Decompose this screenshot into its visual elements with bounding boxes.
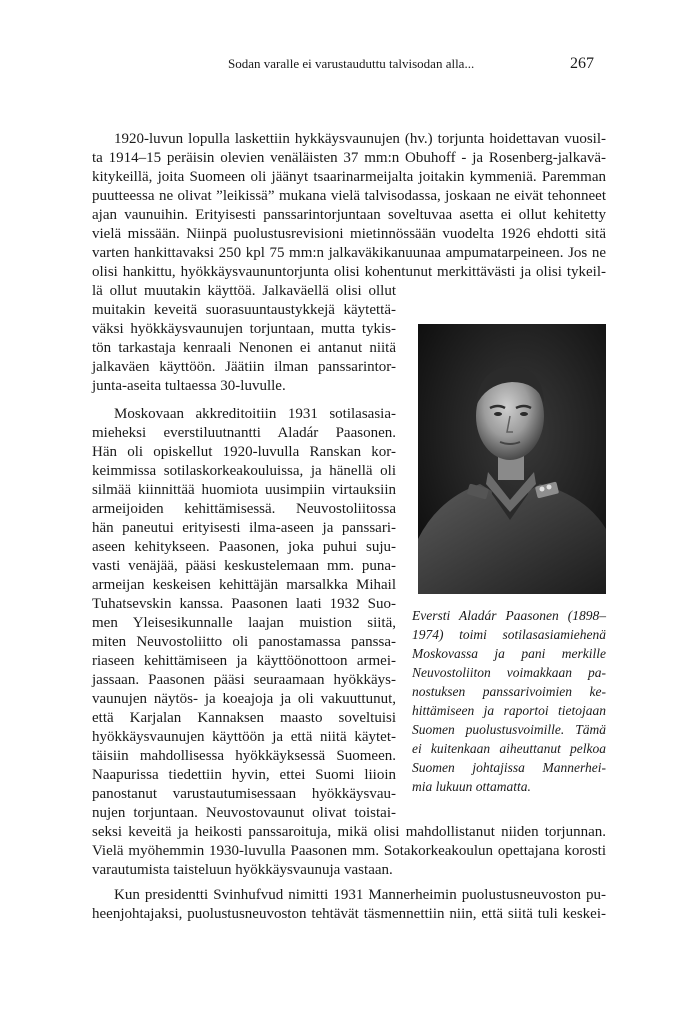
paragraph-line: täisiin mahdollisessa hyökkäyksessä Suomeen. [92, 748, 396, 764]
paragraph-line: Tuhatsevskin kanssa. Paasonen laati 1932 Suo- [92, 596, 396, 612]
paragraph-line: muitakin keveitä suorasuuntaustykkejä käytettä- [92, 302, 396, 318]
portrait-photo [418, 324, 606, 594]
paragraph-line: junta-aseita tultaessa 30-luvulle. [92, 378, 286, 394]
caption-line: hittämiseen ja raportoi tietojaan [412, 703, 606, 718]
paragraph-line: ta 1914–15 peräisin olevien venäläisten 37 mm:n Obuhoff - ja Rosenberg-jalkavä- [92, 150, 606, 166]
caption-line: Eversti Aladár Paasonen (1898– [412, 608, 606, 623]
caption-line: Neuvostoliiton voimakkaan pa- [412, 665, 606, 680]
caption-line: Moskovassa ja pani merkille [412, 646, 606, 661]
paragraph-line: puutteessa ne olivat ”leikissä” mukana vielä talvisodassa, joskaan ne eivät tehonneet [92, 188, 606, 204]
paragraph-line: armeijan keskeisen kehittäjän marsalkka Mihail [92, 577, 396, 593]
paragraph-line: ajan vaunuihin. Erityisesti panssarintorjuntaan soveltuvaa asetta ei ollut kehitetty [92, 207, 606, 223]
paragraph-line: lä ollut muutakin käyttöä. Jalkaväellä olisi ollut [92, 283, 396, 299]
paragraph-line: Moskovaan akkreditoitiin 1931 sotilasasia- [114, 406, 396, 422]
paragraph-line: jalkaväen käyttöön. Jäätiin ilman panssarintor- [92, 359, 396, 375]
caption-line: ei kuitenkaan aiheuttanut pelkoa [412, 741, 606, 756]
paragraph-line: nujen torjuntaan. Neuvostovaunut olivat toistai- [92, 805, 396, 821]
paragraph-line: Naapurissa tiedettiin hyvin, ettei Suomi liioin [92, 767, 396, 783]
paragraph-line: jassaan. Paasonen pääsi seuraamaan hyökkäys- [92, 672, 396, 688]
paragraph-line: men Yleisesikunnalle laajan muistion siitä, [92, 615, 396, 631]
paragraph-line: varautumista taisteluun hyökkäysvaunuja vastaan. [92, 862, 393, 878]
caption-line: 1974) toimi sotilasasiamiehenä [412, 627, 606, 642]
paragraph-line: Kun presidentti Svinhufvud nimitti 1931 Mannerheimin puolustusneuvoston pu- [114, 887, 606, 903]
paragraph-line: väksi hyökkäysvaunujen torjuntaan, mutta tykis- [92, 321, 396, 337]
paragraph-line: riaseen kehittämiseen ja käyttöönottoon armei- [92, 653, 396, 669]
paragraph-line: panostanut varustautumisessaan hyökkäysvau- [92, 786, 396, 802]
paragraph-line: silmää kiinnittää huomiota uusimpiin virtauksiin [92, 482, 396, 498]
paragraph-line: vasti venäjää, pääsi keskustelemaan mm. puna- [92, 558, 396, 574]
paragraph-line: hän paneutui erityisesti ilma-aseen ja panssari- [92, 520, 396, 536]
paragraph-line: varten hankittavaksi 250 kpl 75 mm:n jalkaväkikanuunaa ampumatarpeineen. Jos ne [92, 245, 606, 261]
paragraph-line: Hän oli opiskellut 1920-luvulla Ranskan kor- [92, 444, 396, 460]
paragraph-line: seksi keveitä ja heikosti panssaroituja, mikä olisi mahdollistanut niiden torjunnan. [92, 824, 606, 840]
paragraph-line: Vielä myöhemmin 1930-luvulla Paasonen mm. Sotakorkeakoulun opettajana korosti [92, 843, 606, 859]
running-head [0, 55, 700, 75]
paragraph-line: 1920-luvun lopulla laskettiin hykkäysvaunujen (hv.) torjunta hoidettavan vuosil- [114, 131, 606, 147]
caption-line: Suomen puolustusvoimille. Tämä [412, 722, 606, 737]
paragraph-line: olisi hankittu, hyökkäysvaununtorjunta olisi kohentunut merkittävästi ja olisi tykeil- [92, 264, 606, 280]
paragraph-line: tön tarkastaja kenraali Nenonen ei antanut niitä [92, 340, 396, 356]
caption-line: nostuksen panssarivoimien ke- [412, 684, 606, 699]
paragraph-line: mieheksi everstiluutnantti Aladár Paasonen. [92, 425, 396, 441]
paragraph-line: armeijoiden kehittämisessä. Neuvostoliitossa [92, 501, 396, 517]
caption-line: Suomen johtajissa Mannerhei- [412, 760, 606, 775]
paragraph-line: vaunujen näytös- ja koeajoja ja oli vakuuttunut, [92, 691, 396, 707]
paragraph-line: aseen kehitykseen. Paasonen, joka puhui suju- [92, 539, 396, 555]
page-number: 267 [570, 55, 594, 72]
caption-line: mia lukuun ottamatta. [412, 779, 531, 794]
running-title: Sodan varalle ei varustauduttu talvisodan alla... [228, 56, 475, 71]
paragraph-line: hyökkäysvaunujen käyttöön ja että niitä käytet- [92, 729, 396, 745]
paragraph-line: kitykeillä, joita Suomeen oli jäänyt tsaarinarmeijalta joitakin kymmeniä. Paremman [92, 169, 606, 185]
paragraph-line: heenjohtajaksi, puolustusneuvoston tehtävät täsmennettiin niin, että siitä tuli keskei- [92, 906, 606, 922]
paragraph-line: keimmissa sotilaskorkeakouluissa, ja hänellä oli [92, 463, 396, 479]
paragraph-line: miten Neuvostoliitto oli panostamassa panssa- [92, 634, 396, 650]
paragraph-line: vielä missään. Niinpä puolustusrevisioni mietinnössään vuodelta 1926 ehdotti sitä [92, 226, 606, 242]
paragraph-line: että Karjalan Kannaksen maasto soveltuisi [92, 710, 396, 726]
